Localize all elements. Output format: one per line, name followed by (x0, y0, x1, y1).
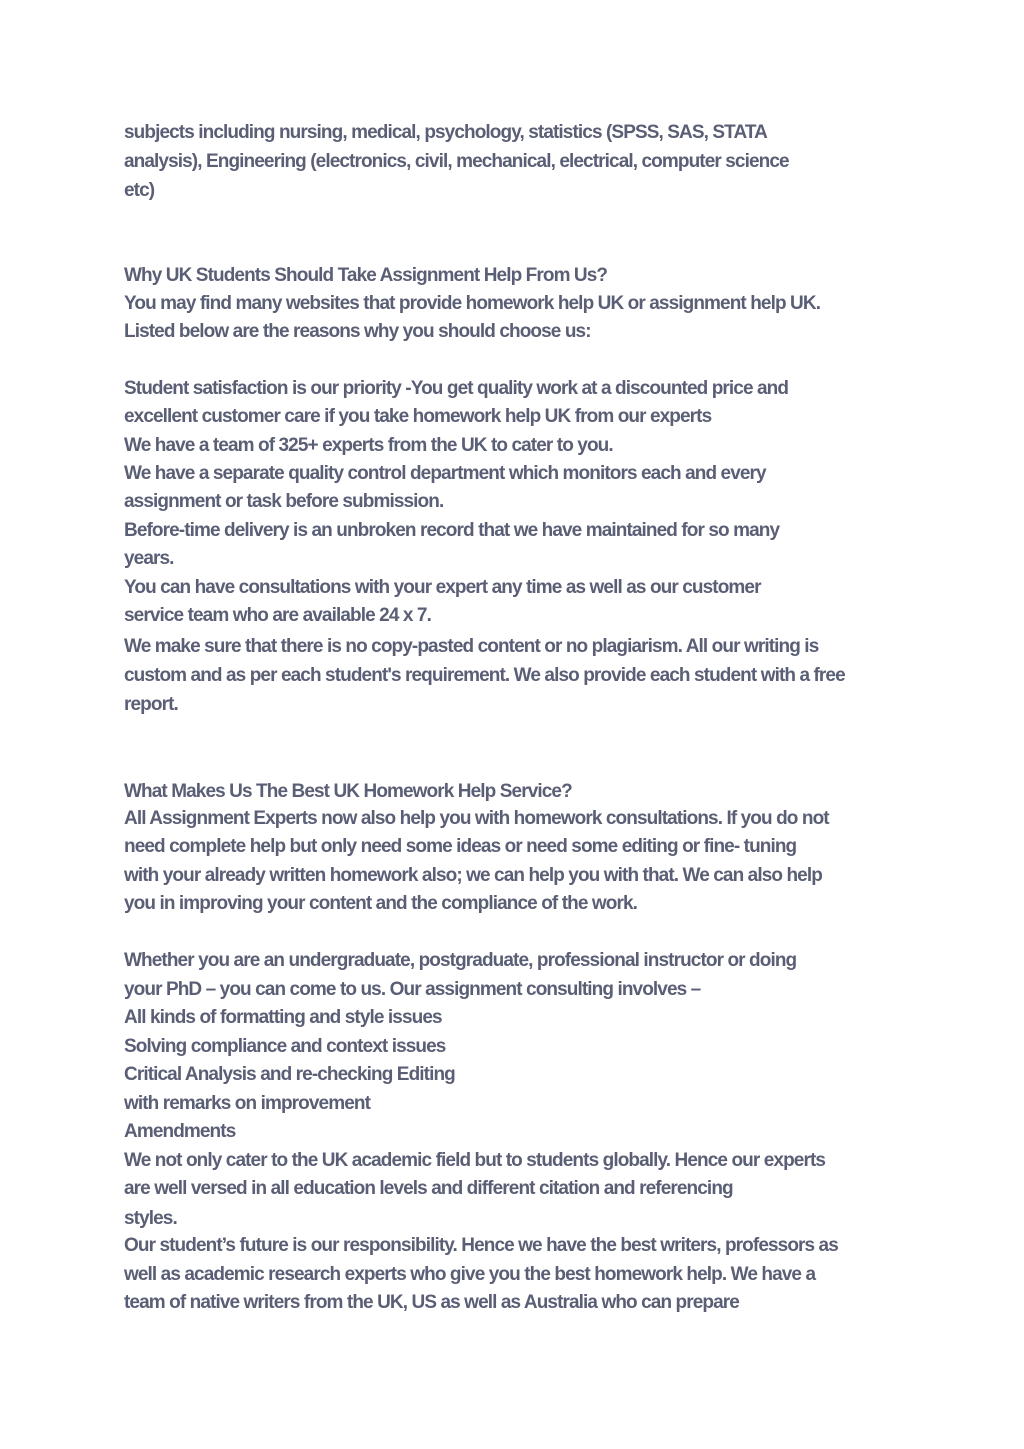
intro-line: etc) (124, 180, 155, 201)
reason-line: excellent customer care if you take homework help UK from our experts (124, 406, 712, 427)
reason-line: report. (124, 694, 178, 715)
global-line: styles. (124, 1208, 177, 1229)
reason-line: custom and as per each student's requirement. We also provide each student with a free (124, 665, 845, 686)
best-para-line: need complete help but only need some ideas or need some editing or fine- tuning (124, 836, 797, 857)
global-line: We not only cater to the UK academic field but to students globally. Hence our experts (124, 1150, 826, 1171)
reason-line: service team who are available 24 x 7. (124, 605, 431, 626)
global-line: are well versed in all education levels and different citation and referencing (124, 1178, 733, 1199)
consulting-item: Amendments (124, 1121, 236, 1142)
best-para-line: with your already written homework also; we can help you with that. We can also help (124, 865, 822, 886)
best-para-line: Whether you are an undergraduate, postgraduate, professional instructor or doing (124, 950, 797, 971)
consulting-item: All kinds of formatting and style issues (124, 1007, 442, 1028)
reason-line: Student satisfaction is our priority -You get quality work at a discounted price and (124, 378, 789, 399)
best-para-line: your PhD – you can come to us. Our assignment consulting involves – (124, 979, 701, 1000)
section-heading-why: Why UK Students Should Take Assignment Help From Us? (124, 265, 608, 286)
intro-line: subjects including nursing, medical, psychology, statistics (SPSS, SAS, STATA (124, 122, 767, 143)
future-line: Our student’s future is our responsibility. Hence we have the best writers, professors as (124, 1235, 838, 1256)
future-line: team of native writers from the UK, US as well as Australia who can prepare (124, 1292, 739, 1313)
best-para-line: you in improving your content and the compliance of the work. (124, 893, 638, 914)
reason-line: Before-time delivery is an unbroken record that we have maintained for so many (124, 520, 780, 541)
why-intro-line: Listed below are the reasons why you should choose us: (124, 321, 591, 342)
reason-line: We have a team of 325+ experts from the UK to cater to you. (124, 435, 613, 456)
reason-line: assignment or task before submission. (124, 491, 444, 512)
reason-line: You can have consultations with your expert any time as well as our customer (124, 577, 761, 598)
why-intro-line: You may find many websites that provide homework help UK or assignment help UK. (124, 293, 821, 314)
intro-line: analysis), Engineering (electronics, civil, mechanical, electrical, computer science (124, 151, 789, 172)
section-heading-best: What Makes Us The Best UK Homework Help Service? (124, 781, 572, 802)
best-para-line: All Assignment Experts now also help you with homework consultations. If you do not (124, 808, 829, 829)
reason-line: We make sure that there is no copy-pasted content or no plagiarism. All our writing is (124, 636, 819, 657)
consulting-item: Solving compliance and context issues (124, 1036, 446, 1057)
consulting-item: with remarks on improvement (124, 1093, 370, 1114)
reason-line: We have a separate quality control department which monitors each and every (124, 463, 766, 484)
reason-line: years. (124, 548, 174, 569)
consulting-item: Critical Analysis and re-checking Editing (124, 1064, 455, 1085)
future-line: well as academic research experts who give you the best homework help. We have a (124, 1264, 816, 1285)
